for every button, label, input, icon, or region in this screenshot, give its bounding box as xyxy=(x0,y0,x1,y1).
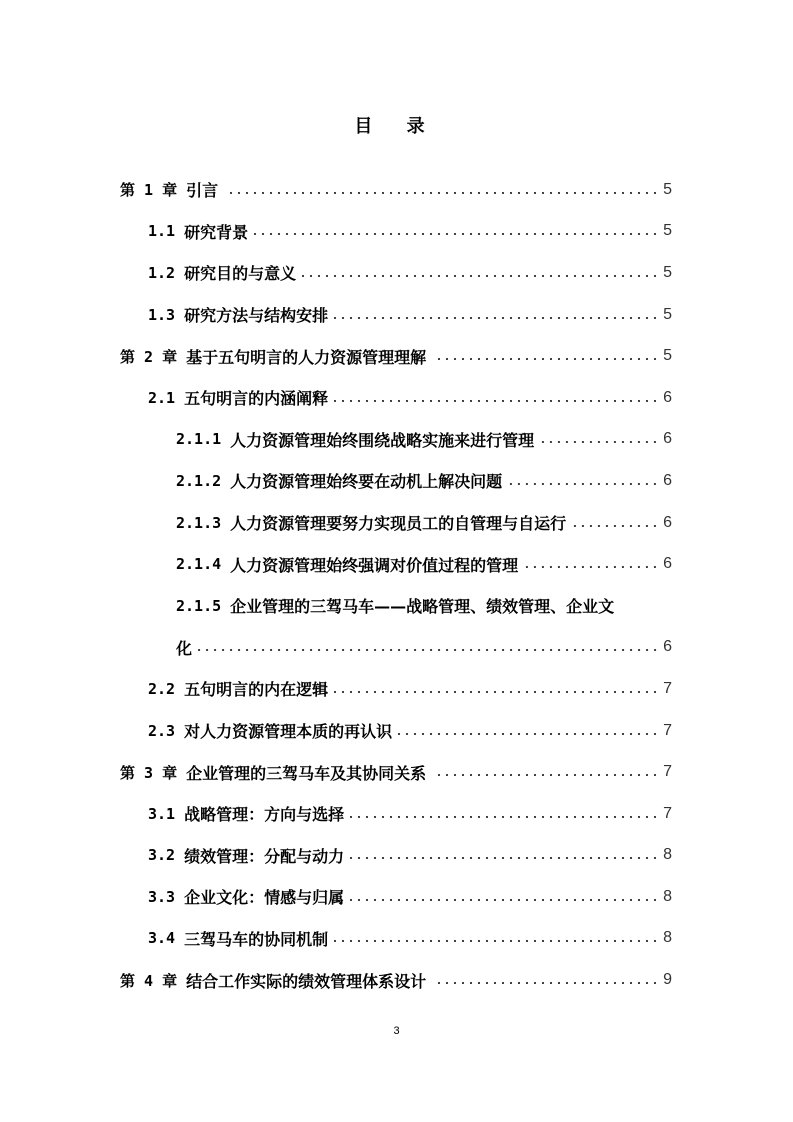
dot-leader xyxy=(334,399,659,403)
toc-entry-continued[interactable] xyxy=(120,627,672,669)
entry-title: 研究背景 xyxy=(184,222,249,242)
entry-page: 6 xyxy=(663,555,672,573)
toc-entry[interactable] xyxy=(120,918,672,960)
dot-leader xyxy=(350,856,659,860)
entry-page: 5 xyxy=(663,263,672,281)
dot-leader xyxy=(334,690,659,694)
toc-entry[interactable] xyxy=(120,377,672,419)
entry-title: 绩效管理：分配与动力 xyxy=(184,846,345,866)
dot-leader xyxy=(398,732,659,736)
entry-page: 7 xyxy=(663,763,672,781)
entry-page: 5 xyxy=(663,347,672,365)
toc-entry[interactable] xyxy=(120,876,672,918)
entry-title: 三驾马车的协同机制 xyxy=(184,929,329,949)
toc-entry[interactable] xyxy=(120,294,672,336)
toc-entry[interactable] xyxy=(120,419,672,461)
entry-title-continued: 化 xyxy=(176,638,193,658)
entry-title: 人力资源管理要努力实现员工的自管理与自运行 xyxy=(230,514,567,534)
entry-number: 第 2 章 xyxy=(120,347,178,366)
toc-entry[interactable] xyxy=(120,169,672,211)
entry-number: 2.1.1 xyxy=(176,430,222,449)
entry-number: 1.3 xyxy=(148,305,176,324)
entry-number: 2.1.4 xyxy=(176,555,222,574)
dot-leader xyxy=(524,565,659,569)
entry-page: 9 xyxy=(663,971,672,989)
entry-page: 8 xyxy=(663,929,672,947)
dot-leader xyxy=(334,316,659,320)
toc-title: 目 录 xyxy=(354,116,439,137)
entry-title: 企业文化：情感与归属 xyxy=(184,888,345,908)
toc-entry[interactable] xyxy=(120,335,672,377)
entry-number: 第 1 章 xyxy=(120,181,178,200)
entry-page: 7 xyxy=(663,721,672,739)
toc-entry[interactable] xyxy=(120,751,672,793)
toc-entry[interactable] xyxy=(120,460,672,502)
toc-entry[interactable] xyxy=(120,835,672,877)
entry-title: 人力资源管理始终围绕战略实施来进行管理 xyxy=(230,430,535,450)
dot-leader xyxy=(572,524,659,528)
entry-title: 五句明言的内在逻辑 xyxy=(184,680,329,700)
entry-number: 3.1 xyxy=(148,804,176,823)
entry-title: 基于五句明言的人力资源管理理解 xyxy=(186,347,427,367)
dot-leader xyxy=(224,191,659,195)
entry-page: 6 xyxy=(663,388,672,406)
toc-entry[interactable] xyxy=(120,668,672,710)
toc-entry[interactable] xyxy=(120,211,672,253)
toc-entry[interactable] xyxy=(120,252,672,294)
entry-title: 研究目的与意义 xyxy=(184,264,297,284)
entry-page: 6 xyxy=(663,471,672,489)
dot-leader xyxy=(432,357,659,361)
toc-entry[interactable] xyxy=(120,502,672,544)
entry-number: 3.3 xyxy=(148,887,176,906)
entry-page: 6 xyxy=(663,638,672,656)
entry-number: 3.2 xyxy=(148,846,176,865)
dot-leader xyxy=(350,815,659,819)
entry-number: 1.1 xyxy=(148,222,176,241)
entry-page: 6 xyxy=(663,430,672,448)
entry-number: 1.2 xyxy=(148,263,176,282)
toc-entry[interactable] xyxy=(120,585,672,627)
dot-leader xyxy=(540,440,659,444)
entry-title: 五句明言的内涵阐释 xyxy=(184,389,329,409)
entry-page: 7 xyxy=(663,804,672,822)
entry-page: 8 xyxy=(663,887,672,905)
entry-title: 对人力资源管理本质的再认识 xyxy=(184,722,393,742)
entry-page: 7 xyxy=(663,679,672,697)
dot-leader xyxy=(198,648,659,652)
entry-number: 2.3 xyxy=(148,721,176,740)
page-number: 3 xyxy=(393,1025,400,1037)
entry-number: 第 4 章 xyxy=(120,971,178,990)
entry-title: 企业管理的三驾马车——战略管理、绩效管理、企业文 xyxy=(230,597,615,617)
entry-number: 2.1.5 xyxy=(176,596,222,615)
entry-page: 8 xyxy=(663,846,672,864)
toc-entry[interactable] xyxy=(120,543,672,585)
entry-number: 3.4 xyxy=(148,929,176,948)
entry-page: 5 xyxy=(663,305,672,323)
dot-leader xyxy=(432,773,659,777)
dot-leader xyxy=(350,898,659,902)
dot-leader xyxy=(254,232,659,236)
entry-title: 引言 xyxy=(186,181,219,201)
toc-entry[interactable] xyxy=(120,959,672,1001)
toc-entry[interactable] xyxy=(120,710,672,752)
entry-number: 2.1.2 xyxy=(176,471,222,490)
entry-title: 企业管理的三驾马车及其协同关系 xyxy=(186,763,427,783)
dot-leader xyxy=(432,981,659,985)
entry-page: 5 xyxy=(663,180,672,198)
dot-leader xyxy=(334,939,659,943)
entry-title: 战略管理：方向与选择 xyxy=(184,805,345,825)
toc-entry[interactable] xyxy=(120,793,672,835)
entry-number: 第 3 章 xyxy=(120,763,178,782)
entry-number: 2.1.3 xyxy=(176,513,222,532)
entry-title: 研究方法与结构安排 xyxy=(184,306,329,326)
entry-page: 5 xyxy=(663,222,672,240)
dot-leader xyxy=(508,482,659,486)
dot-leader xyxy=(302,274,659,278)
entry-number: 2.2 xyxy=(148,679,176,698)
entry-title: 结合工作实际的绩效管理体系设计 xyxy=(186,971,427,991)
entry-title: 人力资源管理始终强调对价值过程的管理 xyxy=(230,555,519,575)
entry-page: 6 xyxy=(663,513,672,531)
table-of-contents xyxy=(120,169,672,1001)
entry-number: 2.1 xyxy=(148,388,176,407)
entry-title: 人力资源管理始终要在动机上解决问题 xyxy=(230,472,503,492)
